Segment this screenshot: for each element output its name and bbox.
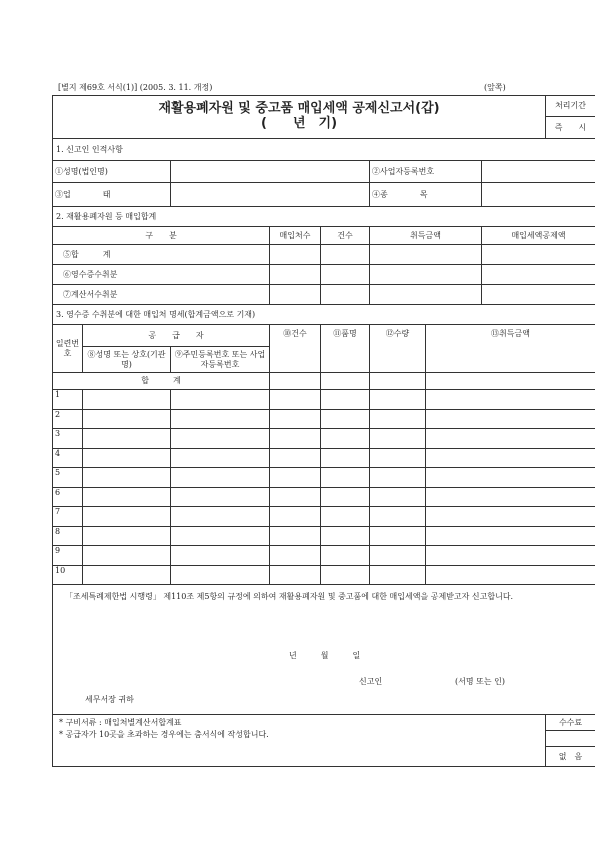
declaration-content — [53, 585, 595, 695]
s3-cell[interactable] — [370, 390, 426, 410]
s2-cell[interactable] — [482, 265, 595, 285]
s3-cell[interactable] — [426, 429, 595, 449]
s3-cell[interactable] — [426, 409, 595, 429]
s3-cell[interactable] — [321, 526, 370, 546]
s3-cell[interactable] — [370, 565, 426, 585]
s3-cell[interactable] — [83, 546, 171, 566]
s3-cell[interactable] — [270, 468, 321, 488]
s3-cell[interactable] — [270, 507, 321, 527]
row-number: 1 — [53, 390, 83, 410]
s3-header-serial: 일련번호 — [53, 325, 83, 373]
s3-total-label: 합 계 — [53, 373, 270, 390]
s3-cell[interactable] — [321, 448, 370, 468]
declaration-date: 년 월 일 — [289, 651, 361, 660]
s2-cell[interactable] — [270, 265, 321, 285]
s3-header-supplier: 공 급 자 — [83, 325, 270, 347]
s3-cell[interactable] — [270, 546, 321, 566]
row-number: 5 — [53, 468, 83, 488]
s3-cell[interactable] — [370, 429, 426, 449]
recipient-label: 세무서장 귀하 — [85, 695, 134, 704]
name-label: ①성명(법인명) — [53, 161, 171, 183]
s3-cell[interactable] — [321, 390, 370, 410]
item-label: ④종 목 — [370, 183, 482, 207]
trade-field[interactable] — [171, 183, 370, 207]
s2-cell[interactable] — [370, 285, 482, 305]
table-row — [53, 448, 595, 468]
declaration-text: 「조세특례제한법 시행령」 제110조 제5항의 규정에 의하여 재활용폐자원 및 중고품에 대한 매입세액을 공제받고자 신고합니다. — [65, 592, 514, 601]
s3-cell[interactable] — [426, 390, 595, 410]
s3-cell[interactable] — [321, 429, 370, 449]
s3-cell[interactable] — [426, 448, 595, 468]
signature-label: (서명 또는 인) — [455, 677, 505, 686]
fee-spacer — [546, 731, 595, 747]
s3-cell[interactable] — [171, 507, 270, 527]
s3-cell[interactable] — [426, 487, 595, 507]
s2-cell[interactable] — [321, 285, 370, 305]
s3-cell[interactable] — [83, 507, 171, 527]
s2-cell[interactable] — [321, 265, 370, 285]
s3-rows — [53, 390, 595, 585]
s3-cell[interactable] — [83, 487, 171, 507]
s3-cell[interactable] — [171, 546, 270, 566]
row-number: 9 — [53, 546, 83, 566]
s2-row-receipt: ⑥영수증수취분 — [53, 265, 270, 285]
s3-cell[interactable] — [426, 526, 595, 546]
s3-cell[interactable] — [370, 409, 426, 429]
processing-period-label: 처리기간 — [546, 96, 595, 117]
section3-title: 3. 영수증 수취분에 대한 매입처 명세(합계금액으로 기재) — [53, 305, 595, 325]
s3-cell[interactable] — [321, 468, 370, 488]
s3-cell[interactable] — [171, 468, 270, 488]
s3-cell[interactable] — [426, 565, 595, 585]
s3-cell[interactable] — [426, 468, 595, 488]
row-number: 7 — [53, 507, 83, 527]
s3-header-qty: ⑫수량 — [370, 325, 426, 373]
s2-row-total: ⑤합 계 — [53, 245, 270, 265]
fee-value: 없 음 — [546, 747, 595, 767]
table-row — [53, 546, 595, 566]
processing-period-value: 즉 시 — [546, 117, 595, 139]
section1-title: 1. 신고인 인적사항 — [53, 139, 595, 161]
declaration-box — [53, 585, 595, 715]
s3-header-item: ⑪품명 — [321, 325, 370, 373]
row-number: 2 — [53, 409, 83, 429]
row-number: 8 — [53, 526, 83, 546]
s3-cell[interactable] — [83, 526, 171, 546]
s3-cell[interactable] — [370, 373, 426, 390]
table-row — [53, 526, 595, 546]
s3-cell[interactable] — [321, 507, 370, 527]
row-number: 3 — [53, 429, 83, 449]
s3-cell[interactable] — [270, 373, 321, 390]
s3-cell[interactable] — [83, 429, 171, 449]
section2-title: 2. 재활용폐자원 등 매입합계 — [53, 207, 595, 227]
s3-cell[interactable] — [270, 487, 321, 507]
s3-cell[interactable] — [270, 409, 321, 429]
s2-cell[interactable] — [370, 245, 482, 265]
s3-cell[interactable] — [370, 546, 426, 566]
table-row — [53, 468, 595, 488]
s3-cell[interactable] — [426, 507, 595, 527]
row-number: 6 — [53, 487, 83, 507]
s3-cell[interactable] — [83, 448, 171, 468]
s2-cell[interactable] — [321, 245, 370, 265]
s3-cell[interactable] — [370, 526, 426, 546]
table-row — [53, 487, 595, 507]
s2-cell[interactable] — [270, 285, 321, 305]
s3-cell[interactable] — [321, 565, 370, 585]
s3-cell[interactable] — [83, 565, 171, 585]
footer-note-extra: * 공급자가 10곳을 초과하는 경우에는 춤서식에 작성합니다. — [59, 730, 269, 740]
report-form — [52, 95, 595, 767]
s2-cell[interactable] — [482, 245, 595, 265]
s2-header-deduction: 매입세액공제액 — [482, 227, 595, 245]
s2-header-suppliers: 매입처수 — [270, 227, 321, 245]
page-side-label: (앞쪽) — [484, 83, 506, 92]
s2-row-invoice: ⑦계산서수취분 — [53, 285, 270, 305]
s3-cell[interactable] — [171, 526, 270, 546]
s3-cell[interactable] — [321, 487, 370, 507]
form-title-period: ( 년 기) — [261, 116, 338, 131]
table-row — [53, 507, 595, 527]
table-row — [53, 409, 595, 429]
s3-cell[interactable] — [171, 390, 270, 410]
s3-cell[interactable] — [171, 448, 270, 468]
s3-cell[interactable] — [426, 373, 595, 390]
s3-cell[interactable] — [321, 409, 370, 429]
s3-cell[interactable] — [171, 565, 270, 585]
s3-cell[interactable] — [321, 546, 370, 566]
s3-cell[interactable] — [270, 448, 321, 468]
s3-cell[interactable] — [171, 429, 270, 449]
s3-cell[interactable] — [321, 373, 370, 390]
s3-cell[interactable] — [83, 390, 171, 410]
name-field[interactable] — [171, 161, 370, 183]
footer-notes — [53, 715, 546, 767]
s3-header-name: ⑧성명 또는 상호(기관명) — [83, 347, 171, 373]
declarant-label: 신고인 — [359, 677, 383, 686]
bizno-field[interactable] — [482, 161, 595, 183]
trade-label: ③업 태 — [53, 183, 171, 207]
s3-cell[interactable] — [270, 390, 321, 410]
fee-label: 수수료 — [546, 715, 595, 731]
item-field[interactable] — [482, 183, 595, 207]
row-number: 10 — [53, 565, 83, 585]
s3-cell[interactable] — [83, 409, 171, 429]
s2-cell[interactable] — [482, 285, 595, 305]
s3-header-amount: ⑬취득금액 — [426, 325, 595, 373]
s3-cell[interactable] — [270, 565, 321, 585]
s3-cell[interactable] — [270, 429, 321, 449]
s3-cell[interactable] — [171, 487, 270, 507]
form-reference: [별지 제69호 서식(1)] (2005. 3. 11. 개정) — [58, 83, 213, 92]
s3-cell[interactable] — [370, 448, 426, 468]
footer-note-docs: * 구비서류 : 매입처별계산서합계표 — [59, 718, 182, 727]
table-row — [53, 565, 595, 585]
s3-cell[interactable] — [370, 487, 426, 507]
s3-header-reg: ⑨주민등록번호 또는 사업자등록번호 — [171, 347, 270, 373]
s2-header-count: 건수 — [321, 227, 370, 245]
s2-header-category: 구 분 — [53, 227, 270, 245]
bizno-label: ②사업자등록번호 — [370, 161, 482, 183]
s3-cell[interactable] — [171, 409, 270, 429]
s3-cell[interactable] — [83, 468, 171, 488]
s2-cell[interactable] — [270, 245, 321, 265]
form-title — [53, 96, 546, 139]
s3-header-count: ⑩건수 — [270, 325, 321, 373]
s2-header-amount: 취득금액 — [370, 227, 482, 245]
form-title-main: 재활용폐자원 및 중고품 매입세액 공제신고서(갑) — [158, 101, 440, 117]
table-row — [53, 429, 595, 449]
s3-cell[interactable] — [270, 526, 321, 546]
table-row — [53, 390, 595, 410]
s3-cell[interactable] — [370, 468, 426, 488]
s2-cell[interactable] — [370, 265, 482, 285]
s3-cell[interactable] — [370, 507, 426, 527]
s3-cell[interactable] — [426, 546, 595, 566]
row-number: 4 — [53, 448, 83, 468]
